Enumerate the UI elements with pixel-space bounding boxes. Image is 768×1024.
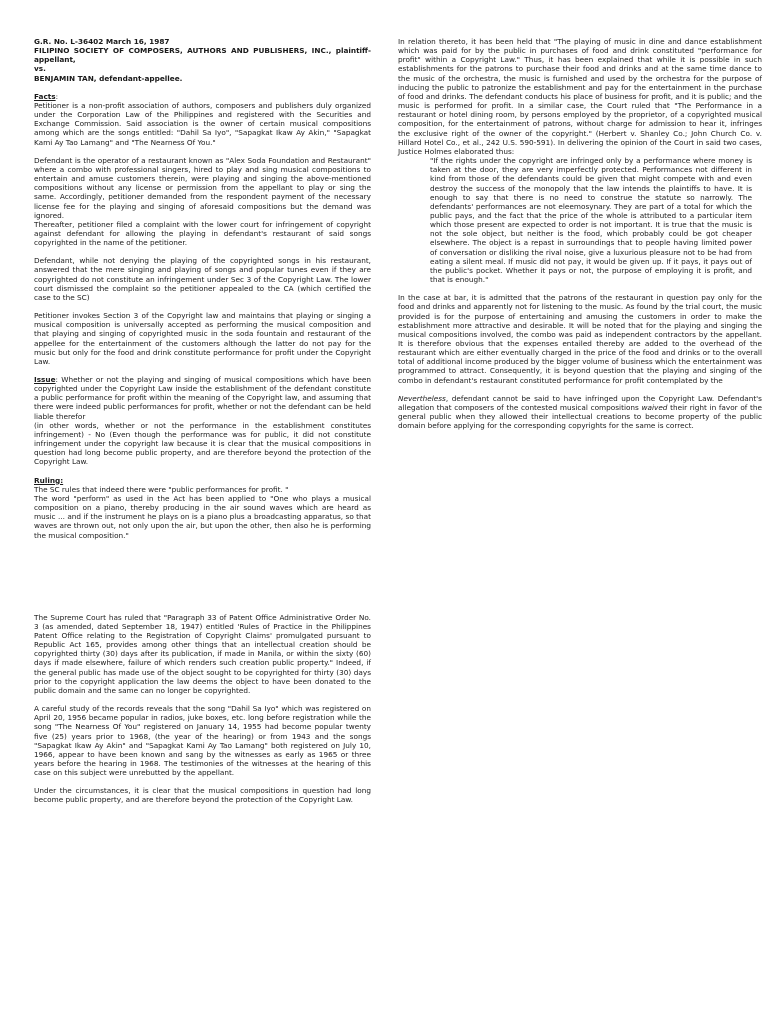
facts-paragraph-4: Defendant, while not denying the playing of the copyrighted songs in his restaurant, answered that the mere singing and playing of songs and popular tunes even if they are copyrighted do not constitute an infringement under Sec 3 of the Copyright Law. The lower court dismissed the complaint so the petitioner appealed to the CA (which certified the case to the SC) (34, 256, 371, 302)
ruling-paragraph: The word "perform" as used in the Act has been applied to "One who plays a musical composition on a piano, thereby producing in the air sound waves which are heard as music ... and if the instrument he plays on is a piano plus a broadcasting apparatus, so that waves are thrown out, not only upon the air, but upon the other, then also he is performing the musical composition." (34, 493, 371, 540)
right-paragraph-3 (398, 394, 762, 431)
right-column (398, 0, 762, 430)
issue-paragraph-2: (in other words, whether or not the performance in the establishment constitutes infringement) - No (Even though the performance was for public, it did not constitute infringement under the copyright law because it is clear that the musical compositions in question had long become public property, and are therefore beyond the protection of the Copyright Law. (34, 420, 371, 467)
right-paragraph-1: In relation thereto, it has been held that "The playing of music in dine and dance establishment which was paid for by the public in purchases of food and drink constituted "performance for profit" within a Copyright Law." Thus, it has been explained that while it is possible in such establishments for the patrons to purchase their food and drinks and at the same time dance to the music of the orchestra, the music is furnished and used by the orchestra for the purpose of inducing the public to patronize the establishment and pay for the entertainment in the purchase of food and drinks. The defendant conducts his place of business for profit, and it is public; and the music is performed for profit. In a similar case, the Court ruled that "The Performance in a restaurant or hotel dining room, by persons employed by the proprietor, of a copyrighted musical composition, for the entertainment of patrons, without charge for admission to hear it, infringes the exclusive right of the owner of the copyright." (Herbert v. Shanley Co.; John Church Co. v. Hillard Hotel Co., et al., 242 U.S. 590-591). In delivering the opinion of the Court in said two cases, Justice Holmes elaborated thus: (398, 37, 762, 156)
facts-heading-colon: : (55, 91, 59, 101)
left-column (34, 0, 371, 805)
case-header (34, 37, 371, 83)
nevertheless-word: Nevertheless (398, 393, 446, 403)
facts-heading-label: Facts (34, 91, 56, 101)
right-paragraph-3-b: their right in favor of the general public when they allowed their intellectual creations to become property of the public domain before applying for the corresponding copyrights for the same is correct. (398, 402, 762, 431)
case-number: G.R. No. L-36402 March 16, 1987 (34, 37, 170, 46)
issue-heading: Issue (34, 375, 56, 384)
right-paragraph-3-a: , defendant cannot be said to have infringed upon the Copyright Law. Defendant's allegation that composers of the contested musical compositions (398, 393, 762, 412)
facts-paragraph-5: Petitioner invokes Section 3 of the Copyright law and maintains that playing or singing a musical composition is universally accepted as performing the musical composition and that playing and singing of copyrighted music in the soda fountain and restaurant of the appellee for the entertainment of the customers although the latter do not pay for the music but only for the food and drink constitute performance for profit under the Copyright Law. (34, 311, 371, 366)
waived-word: waived (641, 402, 668, 412)
defendant-line: BENJAMIN TAN, defendant-appellee. (34, 73, 183, 83)
holmes-quote: "If the rights under the copyright are infringed only by a performance where money is taken at the door, they are very imperfectly protected. Performances not different in kind from those of the defendants could be given that might compete with and even destroy the success of the monopoly that the law intends the plaintiffs to have. It is enough to say that there is no need to construe the statute so narrowly. The defendants' performances are not eleemosynary. They are part of a total for which the public pays, and the fact that the price of the whole is attributed to a particular item which those present are expected to order is not important. It is true that the music is not the sole object, but neither is the food, which probably could be got cheaper elsewhere. The object is a repast in surroundings that to people having limited power of conversation or disliking the rival noise, give a luxurious pleasure not to be had from eating a silent meal. If music did not pay, it would be given up. If it pays, it pays out of the public's pocket. Whether it pays or not, the purpose of employing it is profit, and that is enough." (430, 156, 752, 285)
ruling-heading: Ruling: (34, 475, 64, 485)
issue-paragraph (34, 375, 371, 421)
facts-paragraph-3: Thereafter, petitioner filed a complaint with the lower court for infringement of copyright against defendant for allowing the playing in defendant's restaurant of said songs copyrighted in the name of the petitioner. (34, 219, 371, 248)
facts-paragraph-1: Petitioner is a non-profit association of authors, composers and publishers duly organized under the Corporation Law of the Philippines and registered with the Securities and Exchange Commission. Said association is the owner of certain musical compositions among which are the songs entitled: "Dahil Sa Iyo", "Sapagkat Ikaw Ay Akin," "Sapagkat Kami Ay Tao Lamang" and "The Nearness Of You." (34, 100, 371, 147)
facts-heading (34, 92, 371, 101)
lower-paragraph-1: The Supreme Court has ruled that "Paragraph 33 of Patent Office Administrative Order No. 3 (as amended, dated September 18, 1947) entitled 'Rules of Practice in the Philippines Patent Office relating to the Registration of Copyright Claims' promulgated pursuant to Republic Act 165, provides among other things that an intellectual creation should be copyrighted thirty (30) days after its publication, if made in Manila, or within the sixty (60) days if made elsewhere, failure of which renders such creation public property." Indeed, if the general public has made use of the object sought to be copyrighted for thirty (30) days prior to the copyright application the law deems the object to have been donated to the public domain and the same can no longer be copyrighted. (34, 612, 371, 695)
plaintiff-line: FILIPINO SOCIETY OF COMPOSERS, AUTHORS AND PUBLISHERS, INC., plaintiff-appellant, (34, 46, 371, 65)
versus-line: vs. (34, 64, 46, 74)
right-paragraph-2: In the case at bar, it is admitted that the patrons of the restaurant in question pay only for the food and drinks and apparently not for listening to the music. As found by the trial court, the music provided is for the purpose of entertaining and amusing the customers in order to make the establishment more attractive and desirable. It will be noted that for the playing and singing the musical compositions involved, the combo was paid as independent contractors by the appellant. It is therefore obvious that the expenses entailed thereby are added to the overhead of the restaurant which are either eventually charged in the price of the food and drinks or to the overall total of additional income produced by the bigger volume of business which the entertainment was programmed to attract. Consequently, it is beyond question that the playing and singing of the combo in defendant's restaurant constituted performance for profit contemplated by the (398, 293, 762, 385)
lower-paragraph-3: Under the circumstances, it is clear that the musical compositions in question had long become public property, and are therefore beyond the protection of the Copyright Law. (34, 786, 371, 805)
issue-text: : Whether or not the playing and singing of musical compositions which have been copyrighted under the Copyright Law inside the establishment of the defendant constitute a public performance for profit within the meaning of the Copyright law, and assuming that there were indeed public performances for profit, whether or not the defendant can be held liable therefor (34, 375, 371, 421)
ruling-line-1: The SC rules that indeed there were "public performances for profit. " (34, 484, 289, 494)
lower-paragraph-2: A careful study of the records reveals that the song "Dahil Sa Iyo" which was registered on April 20, 1956 became popular in radios, juke boxes, etc. long before registration while the song "The Nearness Of You" registered on January 14, 1955 had become popular twenty five (25) years prior to 1968, (the year of the hearing) or from 1943 and the songs "Sapagkat Ikaw Ay Akin" and "Sapagkat Kami Ay Tao Lamang" both registered on July 10, 1966, appear to have been known and sang by the witnesses as early as 1965 or three years before the hearing in 1968. The testimonies of the witnesses at the hearing of this case on this subject were unrebutted by the appellant. (34, 704, 371, 778)
facts-paragraph-2: Defendant is the operator of a restaurant known as "Alex Soda Foundation and Restaurant" where a combo with professional singers, hired to play and sing musical compositions to entertain and amuse customers therein, were playing and singing the above-mentioned compositions without any license or permission from the appellant to play or sing the same. Accordingly, petitioner demanded from the respondent payment of the necessary license fee for the playing and singing of aforesaid compositions but the demand was ignored. (34, 155, 371, 220)
